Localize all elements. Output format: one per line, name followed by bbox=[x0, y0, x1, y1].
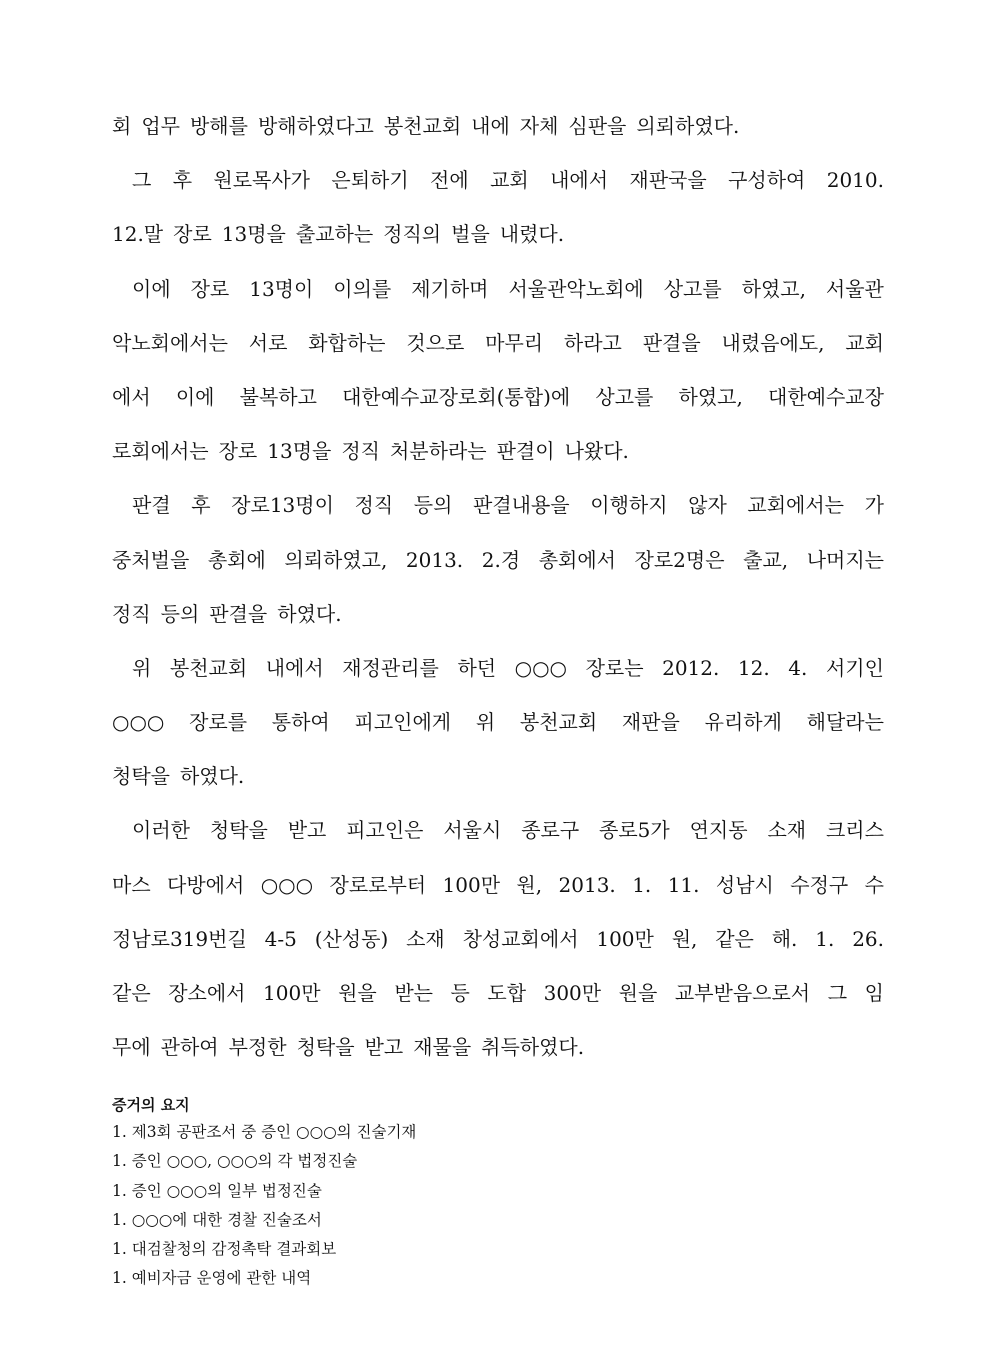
paragraph-5-line-1: 위 봉천교회 내에서 재정관리를 하던 ○○○ 장로는 2012. 12. 4. 서기인 bbox=[132, 655, 884, 680]
paragraph-6-line-4: 같은 장소에서 100만 원을 받는 등 도합 300만 원을 교부받음으로서 그 임 bbox=[112, 981, 884, 1005]
judgment-body-text bbox=[112, 102, 884, 1077]
paragraph-5-line-3: 청탁을 하였다. bbox=[112, 764, 245, 789]
paragraph-3-line-1: 이에 장로 13명이 이의를 제기하며 서울관악노회에 상고를 하였고, 서울관 bbox=[132, 276, 884, 301]
paragraph-4-line-1: 판결 후 장로13명이 정직 등의 판결내용을 이행하지 않자 교회에서는 가 bbox=[132, 493, 884, 518]
evidence-summary-heading: 증거의 요지 bbox=[112, 1096, 190, 1114]
paragraph-2-line-2: 12.말 장로 13명을 출교하는 정직의 벌을 내렸다. bbox=[112, 222, 565, 247]
evidence-item: 1. 증인 ○○○, ○○○의 각 법정진술 bbox=[112, 1152, 358, 1171]
paragraph-1-line-1: 회 업무 방해를 방해하였다고 봉천교회 내에 자체 심판을 의뢰하였다. bbox=[112, 114, 740, 138]
paragraph-6-line-1: 이러한 청탁을 받고 피고인은 서울시 종로구 종로5가 연지동 소재 크리스 bbox=[132, 818, 884, 843]
paragraph-2-line-1: 그 후 원로목사가 은퇴하기 전에 교회 내에서 재판국을 구성하여 2010. bbox=[132, 168, 884, 193]
evidence-item: 1. 제3회 공판조서 중 증인 ○○○의 진술기재 bbox=[112, 1123, 417, 1141]
paragraph-4-line-2: 중처벌을 총회에 의뢰하였고, 2013. 2.경 총회에서 장로2명은 출교, 나머지는 bbox=[112, 547, 884, 572]
paragraph-4-line-3: 정직 등의 판결을 하였다. bbox=[112, 601, 342, 626]
evidence-item: 1. ○○○에 대한 경찰 진술조서 bbox=[112, 1210, 322, 1229]
paragraph-6-line-3: 정남로319번길 4-5 (산성동) 소재 창성교회에서 100만 원, 같은 해. 1. 26. bbox=[112, 926, 884, 951]
paragraph-3-line-2: 악노회에서는 서로 화합하는 것으로 마무리 하라고 판결을 내렸음에도, 교회 bbox=[112, 330, 884, 355]
evidence-item: 1. 대검찰청의 감정촉탁 결과회보 bbox=[112, 1240, 337, 1259]
paragraph-3-line-3: 에서 이에 불복하고 대한예수교장로회(통합)에 상고를 하였고, 대한예수교장 bbox=[112, 384, 884, 409]
evidence-list bbox=[112, 1118, 884, 1294]
paragraph-6-line-5: 무에 관하여 부정한 청탁을 받고 재물을 취득하였다. bbox=[112, 1035, 585, 1060]
evidence-summary-section bbox=[112, 1092, 884, 1294]
evidence-item: 1. 예비자금 운영에 관한 내역 bbox=[112, 1269, 312, 1288]
paragraph-5-line-2: ○○○ 장로를 통하여 피고인에게 위 봉천교회 재판을 유리하게 해달라는 bbox=[112, 710, 884, 735]
evidence-item: 1. 증인 ○○○의 일부 법정진술 bbox=[112, 1181, 322, 1200]
paragraph-6-line-2: 마스 다방에서 ○○○ 장로로부터 100만 원, 2013. 1. 11. 성남시 수정구 수 bbox=[112, 872, 884, 897]
paragraph-3-line-4: 로회에서는 장로 13명을 정직 처분하라는 판결이 나왔다. bbox=[112, 439, 629, 464]
